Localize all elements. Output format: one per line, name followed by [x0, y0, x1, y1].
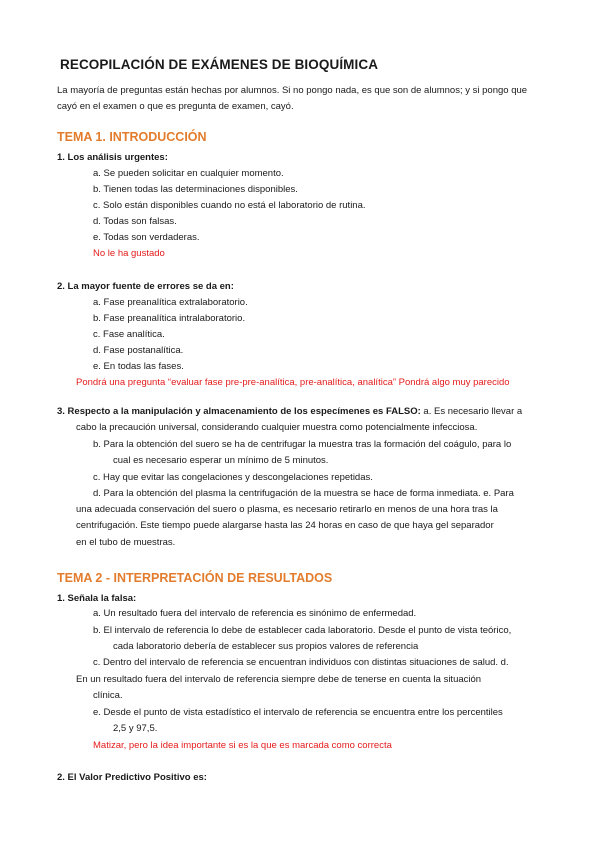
option-item: b. Para la obtención del suero se ha de centrifugar la muestra tras la formación del coágulo, para lo — [93, 439, 512, 450]
teacher-note: Matizar, pero la idea importante si es la que es marcada como correcta — [93, 740, 392, 751]
document-title: RECOPILACIÓN DE EXÁMENES DE BIOQUÍMICA — [60, 57, 379, 72]
option-item: b. El intervalo de referencia lo debe de establecer cada laboratorio. Desde el punto de vista teórico, — [93, 625, 512, 636]
question-block — [57, 404, 522, 421]
option-item: c. Fase analítica. — [93, 329, 165, 340]
option-item: d. Para la obtención del plasma la centrifugación de la muestra se hace de forma inmediata. e. Para — [93, 488, 514, 499]
section-title-tema2: TEMA 2 - INTERPRETACIÓN DE RESULTADOS — [57, 571, 333, 585]
option-item: c. Solo están disponibles cuando no está el laboratorio de rutina. — [93, 200, 366, 211]
question-label: 3. Respecto a la manipulación y almacenamiento de los especímenes es FALSO: — [57, 406, 421, 417]
question-label: 1. Señala la falsa: — [57, 593, 137, 604]
question-label: 2. El Valor Predictivo Positivo es: — [57, 772, 207, 783]
section-title-tema1: TEMA 1. INTRODUCCIÓN — [57, 130, 207, 144]
intro-paragraph: La mayoría de preguntas están hechas por alumnos. Si no pongo nada, es que son de alumnos; y si pongo que cayó en el examen o que es pregunta de examen, cayó. — [57, 85, 528, 112]
option-item: a. Se pueden solicitar en cualquier momento. — [93, 168, 284, 179]
option-item: a. Fase preanalítica extralaboratorio. — [93, 297, 248, 308]
option-item-continued: cual es necesario esperar un mínimo de 5 minutos. — [113, 455, 329, 466]
option-item: e. Todas son verdaderas. — [93, 232, 200, 243]
option-item-continued: cada laboratorio debería de establecer sus propios valores de referencia — [113, 641, 419, 652]
question-label: 2. La mayor fuente de errores se da en: — [57, 281, 234, 292]
option-item: b. Tienen todas las determinaciones disponibles. — [93, 184, 298, 195]
option-item: b. Fase preanalítica intralaboratorio. — [93, 313, 246, 324]
option-item: c. Dentro del intervalo de referencia se encuentran individuos con distintas situaciones de salud. d. — [93, 657, 509, 668]
option-item: c. Hay que evitar las congelaciones y descongelaciones repetidas. — [93, 472, 373, 483]
option-item: a. Es necesario llevar a — [423, 406, 523, 417]
option-item: a. Un resultado fuera del intervalo de referencia es sinónimo de enfermedad. — [93, 608, 417, 619]
option-item-continued: en el tubo de muestras. — [76, 537, 176, 548]
option-item-continued: una adecuada conservación del suero o plasma, es necesario retirarlo en menos de una hora tras la — [76, 504, 498, 515]
option-item-continued: centrifugación. Este tiempo puede alargarse hasta las 24 horas en caso de que haya gel separador — [76, 520, 494, 531]
option-item-continued: clínica. — [93, 690, 123, 701]
option-item: cabo la precaución universal, considerando cualquier muestra como potencialmente infecciosa. — [76, 422, 478, 433]
option-item-continued: En un resultado fuera del intervalo de referencia siempre debe de tenerse en cuenta la situación — [76, 674, 482, 685]
option-item: e. En todas las fases. — [93, 361, 184, 372]
teacher-note: Pondrá una pregunta “evaluar fase pre-pre-analítica, pre-analítica, analítica” Pondrá algo muy parecido — [76, 377, 510, 388]
option-item: d. Fase postanalítica. — [93, 345, 184, 356]
question-label: 1. Los análisis urgentes: — [57, 152, 168, 163]
option-item: e. Desde el punto de vista estadístico el intervalo de referencia se encuentra entre los percentiles — [93, 707, 503, 718]
option-item-continued: 2,5 y 97,5. — [113, 723, 158, 734]
option-item: d. Todas son falsas. — [93, 216, 177, 227]
teacher-note: No le ha gustado — [93, 248, 165, 259]
